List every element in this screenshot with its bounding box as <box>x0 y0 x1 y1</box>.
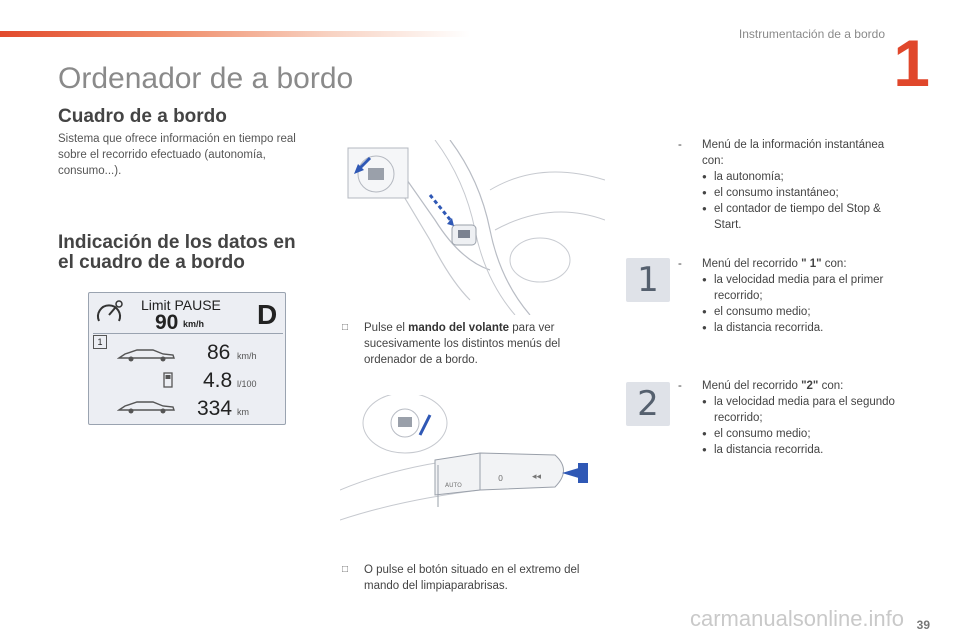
dash: - <box>678 139 682 151</box>
svg-text:AUTO: AUTO <box>445 482 462 489</box>
list-item: ● la autonomía; <box>702 169 898 185</box>
limit-speed-unit: km/h <box>183 319 205 329</box>
list-item: ● la velocidad media para el primer recorrido; <box>702 272 898 304</box>
title-prefix: Menú del recorrido <box>702 258 802 270</box>
menu-badge-2 <box>626 382 670 426</box>
step-marker-icon: □ <box>342 322 349 333</box>
menu-trip1-title <box>678 256 898 272</box>
chapter-number: 1 <box>893 26 930 100</box>
consumption-unit: l/100 <box>237 379 257 389</box>
avg-speed-value: 86 <box>207 341 231 364</box>
consumption-value: 4.8 <box>203 369 233 392</box>
step2-text: O pulse el botón situado en el extremo del mando del limpiaparabrisas. <box>364 564 580 592</box>
menu-instant-title: Menú de la información instantánea con: <box>702 139 885 167</box>
title-prefix: Menú del recorrido <box>702 380 802 392</box>
limit-pause-label: Limit PAUSE <box>141 297 221 313</box>
limit-speed-value: 90 <box>155 311 179 334</box>
menu-trip-1 <box>678 256 898 336</box>
page-title: Ordenador de a bordo <box>58 62 354 95</box>
menu-instant-list <box>678 169 898 233</box>
list-item: ● la distancia recorrida. <box>702 320 898 336</box>
speed-limiter-icon <box>95 299 125 325</box>
menu-badge-1 <box>626 258 670 302</box>
step-marker-icon: □ <box>342 564 349 575</box>
instruction-step-2 <box>342 562 599 594</box>
section-heading-indicacion <box>58 233 296 273</box>
dash: - <box>678 258 682 270</box>
instrument-cluster-display <box>88 292 286 425</box>
top-accent-bar <box>0 31 470 37</box>
menu-trip-2 <box>678 378 898 458</box>
list-item: ● el consumo instantáneo; <box>702 185 898 201</box>
section-label: Instrumentación de a bordo <box>738 27 885 41</box>
badge-number: 2 <box>637 384 659 424</box>
svg-text:0: 0 <box>498 474 504 483</box>
dash: - <box>678 380 682 392</box>
wiper-stalk-illustration <box>340 395 600 525</box>
badge-number: 1 <box>637 260 659 300</box>
menu-trip2-title <box>678 378 898 394</box>
list-item: ● el consumo medio; <box>702 304 898 320</box>
svg-text:◂◂: ◂◂ <box>532 472 542 482</box>
distance-value: 334 <box>197 397 233 420</box>
car-icon <box>117 346 177 362</box>
list-item: ● la velocidad media para el segundo recorrido; <box>702 394 898 426</box>
list-item: ● el consumo medio; <box>702 426 898 442</box>
list-item: ● la distancia recorrida. <box>702 442 898 458</box>
title-bold: " 1" <box>801 258 822 270</box>
menu-trip2-list <box>678 394 898 458</box>
menu-index-box: 1 <box>93 335 107 349</box>
page-number: 39 <box>916 618 930 632</box>
menu-trip1-list <box>678 272 898 336</box>
title-suffix: con: <box>818 380 844 392</box>
avg-speed-unit: km/h <box>237 351 257 361</box>
car-distance-icon <box>117 398 177 414</box>
distance-unit: km <box>237 407 249 417</box>
heading-line-1: Indicación de los datos en <box>58 232 296 253</box>
section-heading-cuadro: Cuadro de a bordo <box>58 106 227 127</box>
watermark: carmanualsonline.info <box>690 606 905 631</box>
menu-instant-info <box>678 137 898 233</box>
step1-bold: mando del volante <box>408 322 510 334</box>
divider <box>93 333 283 334</box>
intro-text: Sistema que ofrece información en tiempo real sobre el recorrido efectuado (autonomía, consumo...). <box>58 133 296 177</box>
title-bold: "2" <box>801 380 819 392</box>
step1-suffix: para ver sucesivamente los distintos menús del ordenador de a bordo. <box>364 322 561 366</box>
heading-line-2: el cuadro de a bordo <box>58 252 245 273</box>
instruction-step-1 <box>342 320 589 368</box>
gear-indicator: D <box>257 299 278 330</box>
step1-prefix: Pulse el <box>364 322 409 334</box>
list-item: ● el contador de tiempo del Stop & Start. <box>702 201 898 233</box>
fuel-pump-icon <box>163 372 175 388</box>
title-suffix: con: <box>821 258 847 270</box>
steering-wheel-illustration <box>340 140 605 315</box>
